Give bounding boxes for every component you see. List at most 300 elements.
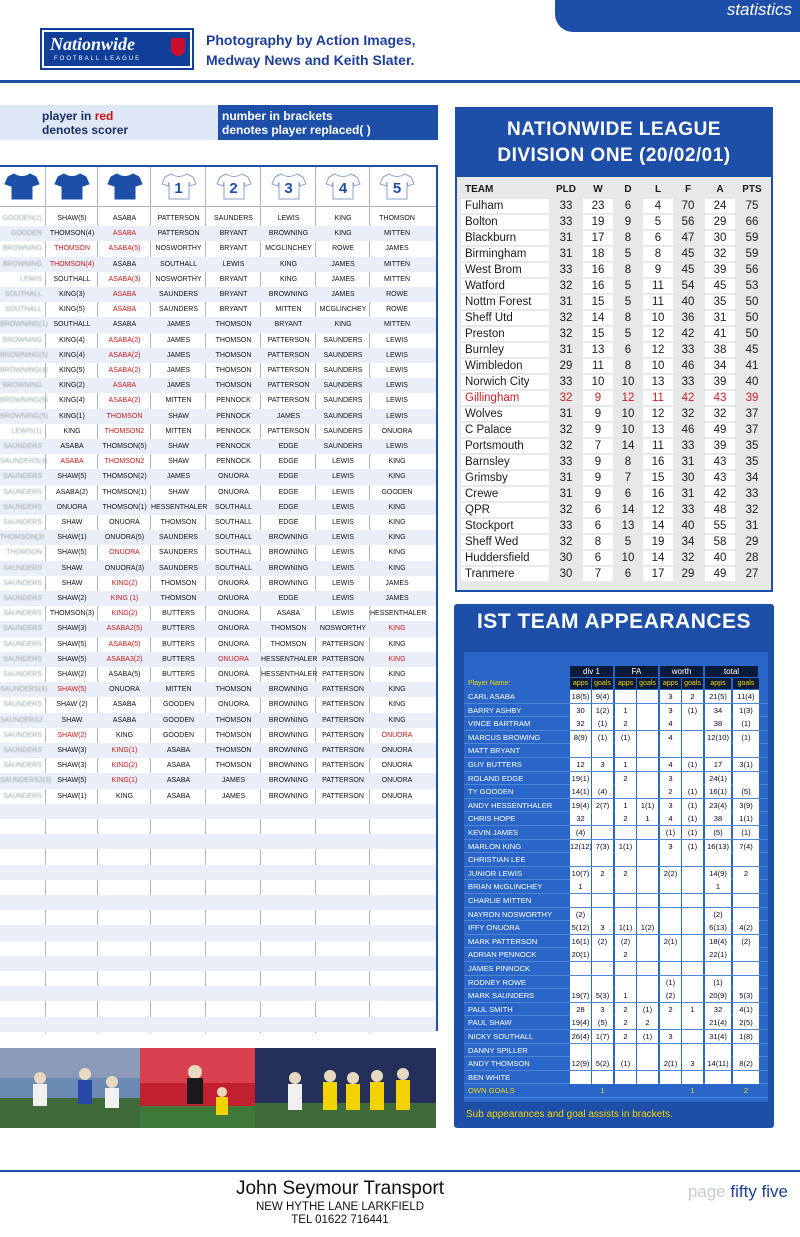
appearances-row <box>464 758 768 772</box>
league-row <box>457 342 771 358</box>
lineup-cell: PATTERSON <box>157 230 200 238</box>
league-stat: 29 <box>713 216 727 228</box>
lineup-cell: LEWIS <box>20 275 42 283</box>
lineup-cell: ASABA <box>166 777 191 785</box>
league-stat: 30 <box>559 552 573 564</box>
player-name: CHRISTIAN LEE <box>468 855 526 865</box>
lineup-cell: KING <box>388 686 406 694</box>
league-stat: 33 <box>559 520 573 532</box>
appearances-row <box>464 1030 768 1044</box>
shirt-icon <box>161 172 197 200</box>
lineup-cell: PATTERSON <box>322 655 364 663</box>
appearances-value: 3 <box>668 1032 673 1041</box>
league-stat: 34 <box>713 360 727 372</box>
table-row <box>0 302 436 317</box>
league-stat: 31 <box>559 344 573 356</box>
league-stat: 49 <box>713 568 727 580</box>
lineup-cell: JAMES <box>166 321 191 329</box>
league-stat: 50 <box>745 312 759 324</box>
appearances-value: 28 <box>576 1004 585 1014</box>
appearances-value: 1 <box>578 882 583 892</box>
appearances-row <box>464 1044 768 1058</box>
lineup-cell: EDGE <box>278 595 299 602</box>
lineup-cell: KING(4) <box>59 336 85 344</box>
table-row <box>0 637 436 652</box>
appearances-value: 1(1) <box>618 923 633 933</box>
lineup-cell: SOUTHALL <box>53 321 91 329</box>
league-stat: 30 <box>713 232 727 244</box>
lineup-cell: PATTERSON <box>267 351 310 359</box>
lineup-cell: PATTERSON <box>267 336 310 344</box>
page-number <box>688 1182 788 1202</box>
appearances-value: 3 <box>600 923 605 933</box>
league-stat: 39 <box>745 392 759 404</box>
appearances-value: 2(1) <box>663 1059 678 1069</box>
appearances-value <box>682 772 703 785</box>
lineup-cell: BROWNING <box>268 777 309 785</box>
lineup-cell: PATTERSON <box>322 686 364 694</box>
lineup-cell: THOMSON <box>215 731 252 739</box>
lineup-cell: KING(2) <box>111 610 138 618</box>
lineup-cell: ONUORA <box>218 595 249 602</box>
appearances-value: 1(1) <box>640 800 655 810</box>
lineup-cell: ONUORA <box>218 655 249 663</box>
lineup-cell: THOMSON <box>215 716 252 724</box>
lineup-cell: KING <box>388 701 406 709</box>
lineup-cell: SOUTHALL <box>160 260 197 268</box>
league-stat: 55 <box>713 520 727 532</box>
league-team: Burnley <box>465 344 504 356</box>
empty-row <box>0 956 436 971</box>
league-stat: 14 <box>621 504 635 516</box>
appearances-value <box>660 1084 681 1097</box>
league-stat: 24 <box>713 200 727 212</box>
appearances-value: 8(9) <box>573 732 588 742</box>
league-row <box>457 358 771 374</box>
player-name: VINCE BARTRAM <box>468 719 531 729</box>
player-name: CHRIS HOPE <box>468 814 516 824</box>
table-row <box>0 682 436 697</box>
league-stat: 6 <box>654 232 662 244</box>
lineup-cell: SHAW(1) <box>57 792 87 800</box>
lineup-cell: THOMSON <box>215 336 252 344</box>
lineup-cell: SHAW <box>168 458 189 466</box>
appearances-value: 1 <box>600 1086 605 1096</box>
league-stat: 9 <box>594 392 602 404</box>
appearances-subheader: goals <box>637 678 658 689</box>
appearances-title: IST TEAM APPEARANCES <box>476 610 752 633</box>
lineup-cell: JAMES <box>385 245 409 253</box>
league-table <box>455 107 773 592</box>
league-team: Portsmouth <box>465 440 524 452</box>
appearances-value: 3 <box>668 692 673 701</box>
appearances-value <box>660 1071 681 1084</box>
appearances-value <box>660 894 681 907</box>
shirt-icon <box>107 172 143 200</box>
appearances-value: 3 <box>668 773 673 783</box>
league-row <box>457 390 771 406</box>
lineup-cell: LEWIS <box>332 579 354 587</box>
lineup-cell: KING(3) <box>59 291 85 298</box>
lineup-cell: MITTEN <box>165 397 192 405</box>
lineup-cell: KING <box>388 473 406 481</box>
league-stat: 5 <box>624 536 632 548</box>
table-row <box>0 697 436 712</box>
lineup-cell: SHAW(5) <box>57 640 87 648</box>
page-word: page <box>687 1182 726 1201</box>
appearances-value: 2(1) <box>663 936 678 946</box>
lineup-cell: KING <box>334 215 352 222</box>
appearances-value <box>570 962 591 975</box>
appearances-value: (1) <box>687 841 698 851</box>
lineup-cell: PATTERSON <box>267 397 310 405</box>
appearances-value <box>637 1044 658 1057</box>
league-stat: 18 <box>591 248 605 260</box>
lineup-cell: BROWNING(5) <box>0 412 48 420</box>
appearances-value <box>615 894 636 907</box>
league-stat: 27 <box>745 568 759 580</box>
lineup-cell: KING <box>115 792 134 800</box>
lineup-cell: SAUNDERS <box>323 412 363 420</box>
lineup-cell: THOMSON(3) <box>49 610 95 618</box>
appearances-value: 2 <box>743 1086 749 1096</box>
league-stat: 32 <box>559 536 573 548</box>
appearances-value: 1(1) <box>739 814 753 824</box>
appearances-panel <box>464 652 768 1102</box>
league-stat: 32 <box>559 440 573 452</box>
shirt-icon <box>271 172 307 200</box>
appearances-value <box>660 962 681 975</box>
lineup-cell: KING(1) <box>111 747 138 754</box>
lineup-cell: THOMSON(5) <box>102 443 147 450</box>
appearances-value <box>592 1044 613 1057</box>
league-stat: 29 <box>745 536 759 548</box>
lineup-cell: SAUNDERS <box>3 731 42 739</box>
lineup-cell: SHAW(5) <box>57 777 87 785</box>
player-name: ANDY HESSENTHALER <box>468 800 553 810</box>
header-rule <box>0 80 800 83</box>
lineup-cell: MCGLINCHEY <box>265 245 312 253</box>
league-stat: 29 <box>681 568 695 580</box>
lineup-cell: SHAW <box>61 716 83 724</box>
match-photo-3 <box>255 1048 436 1128</box>
table-row <box>0 758 436 773</box>
appearances-row <box>464 1071 768 1085</box>
appearances-value <box>682 935 703 948</box>
photo-credit <box>206 30 416 70</box>
appearances-value <box>615 744 636 757</box>
league-stat: 50 <box>745 296 759 308</box>
league-stat: 8 <box>594 536 602 548</box>
photo-strip <box>0 1048 436 1128</box>
appearances-value: 34 <box>713 705 723 715</box>
league-row <box>457 214 771 230</box>
lineup-cell: ONUORA(3) <box>104 564 145 572</box>
appearances-value <box>705 962 731 975</box>
appearances-value <box>682 717 703 730</box>
league-stat: 7 <box>594 440 602 452</box>
league-stat: 32 <box>559 424 573 436</box>
league-stat: 31 <box>745 520 759 532</box>
lineup-cell: LEWIS <box>332 488 354 496</box>
appearances-value: 14(1) <box>571 787 590 797</box>
lineup-cell: ASABA(2) <box>108 367 141 374</box>
league-stat: 30 <box>681 472 695 484</box>
league-stat: 33 <box>559 456 573 468</box>
appearances-value <box>637 976 658 989</box>
appearances-table <box>454 604 774 1128</box>
lineup-cell: JAMES <box>221 777 246 785</box>
appearances-value: 6(13) <box>709 923 727 933</box>
appearances-value <box>570 853 591 866</box>
lineup-cell: ONUORA(5) <box>104 534 145 542</box>
lineup-cell: EDGE <box>278 473 299 481</box>
league-stat: 32 <box>559 312 573 324</box>
lineup-cell: SAUNDERS <box>3 595 42 602</box>
league-row <box>457 278 771 294</box>
league-stat: 45 <box>745 344 759 356</box>
league-stat: 12 <box>651 504 665 516</box>
table-row <box>0 454 436 469</box>
player-name: NAYRON NOSWORTHY <box>468 909 553 919</box>
appearances-value <box>660 744 681 757</box>
league-stat: 59 <box>745 232 759 244</box>
league-team: Bolton <box>465 216 498 228</box>
lineup-cell: KING (1) <box>110 595 139 602</box>
lineup-cell: ASABA <box>112 716 137 724</box>
league-stat: 17 <box>591 232 605 244</box>
league-stat: 5 <box>624 280 632 292</box>
league-team: Wolves <box>465 408 503 420</box>
league-stat: 19 <box>651 536 665 548</box>
league-stat: 11 <box>652 440 664 452</box>
table-row <box>0 272 436 287</box>
appearances-value <box>637 1084 658 1097</box>
appearances-value <box>682 744 703 757</box>
appearances-value <box>682 962 703 975</box>
lineup-cell: ASABA <box>112 382 137 390</box>
league-stat: 15 <box>651 472 665 484</box>
appearances-value: 3 <box>690 1059 695 1069</box>
league-stat: 6 <box>594 520 602 532</box>
appearances-value: (2) <box>620 936 631 946</box>
lineup-cell: MITTEN <box>383 321 411 329</box>
empty-row <box>0 971 436 986</box>
appearances-row <box>464 1084 768 1098</box>
lineup-cell: GOODEN <box>10 230 42 238</box>
appearances-row <box>464 894 768 908</box>
lineup-cell: THOMSON(1) <box>102 488 147 496</box>
table-row <box>0 743 436 758</box>
appearances-value <box>682 880 703 893</box>
appearances-subheader: apps <box>660 678 681 689</box>
league-team: Barnsley <box>465 456 510 468</box>
lineup-cell: THOMSON <box>160 579 197 587</box>
appearances-row <box>464 1003 768 1017</box>
lineup-cell: PATTERSON <box>322 731 364 739</box>
empty-row <box>0 910 436 925</box>
league-header-cell: PTS <box>742 184 762 195</box>
appearances-value: 2 <box>645 1018 650 1028</box>
appearances-value: 21(5) <box>709 692 727 701</box>
lineup-cell: JAMES <box>166 367 191 374</box>
lineup-cell: SHAW(5) <box>57 549 87 557</box>
league-stat: 33 <box>745 488 759 500</box>
appearances-value <box>592 948 613 961</box>
lineup-cell: PATTERSON <box>267 427 310 435</box>
lineup-cell: BROWNING <box>268 534 309 542</box>
lineup-cell: SAUNDERS <box>159 564 198 572</box>
lineup-cell: SHAW(3) <box>57 747 87 754</box>
league-stat: 33 <box>559 216 573 228</box>
lineup-cell: SAUNDERS <box>323 336 363 344</box>
appearances-value <box>592 853 613 866</box>
appearances-value <box>592 812 613 825</box>
lineup-cell: SAUNDERS <box>3 488 42 496</box>
appearances-value: 7(3) <box>595 841 610 851</box>
appearances-value <box>682 867 703 880</box>
appearances-value: 2 <box>623 1032 628 1041</box>
appearances-row <box>464 853 768 867</box>
appearances-value: 2 <box>623 1004 628 1014</box>
lineup-cell: JAMES <box>166 336 191 344</box>
lineup-cell: SAUNDERS <box>3 579 42 587</box>
league-stat: 35 <box>745 440 759 452</box>
lineup-cell: JAMES <box>166 382 191 390</box>
lineup-cell: SOUTHALL <box>53 275 91 283</box>
lineup-cell: BROWNING(5) <box>0 397 48 405</box>
league-team: Gillingham <box>465 392 520 404</box>
lineup-cell: PATTERSON <box>322 716 364 724</box>
appearances-value: (1) <box>687 705 698 715</box>
appearances-value <box>705 1084 731 1097</box>
league-stat: 11 <box>592 360 604 372</box>
lineup-cell: SHAW(5) <box>57 686 87 694</box>
league-stat: 6 <box>624 344 632 356</box>
league-stat: 37 <box>745 424 759 436</box>
league-stat: 41 <box>745 360 759 372</box>
appearances-value: (1) <box>597 719 608 729</box>
lineup-cell: THOMSON <box>215 351 252 359</box>
lineup-cell: HESSENTHALER <box>151 503 208 511</box>
lineup-cell: LEWIS <box>332 610 354 618</box>
appearances-value: 30 <box>576 705 585 715</box>
lineup-cell: THOMSON(1) <box>102 503 147 511</box>
shirt-icon <box>379 172 415 200</box>
lineup-cell: EDGE <box>278 519 299 526</box>
league-team: Preston <box>465 328 505 340</box>
lineup-cell: SHAW(1) <box>57 534 87 542</box>
lineup-cell: ASABA(2) <box>108 351 141 359</box>
league-row <box>457 486 771 502</box>
appearances-value <box>615 976 636 989</box>
appearances-value: 24(1) <box>709 773 727 783</box>
appearances-value: (1) <box>620 732 631 742</box>
table-row <box>0 393 436 408</box>
lineup-cell: BUTTERS <box>162 640 195 648</box>
appearances-footnote: Sub appearances and goal assists in brackets. <box>466 1109 673 1120</box>
lineup-cell: BROWNING <box>268 731 309 739</box>
scorer-key <box>42 109 128 137</box>
appearances-value <box>637 1057 658 1070</box>
league-title <box>457 109 771 177</box>
section-tab <box>555 0 800 32</box>
lineup-cell: ONUORA <box>109 686 140 694</box>
empty-row <box>0 941 436 956</box>
league-stat: 33 <box>681 504 695 516</box>
appearances-value: 21(4) <box>709 1018 727 1028</box>
appearances-value: 1 <box>623 800 628 810</box>
lineup-cell: ROWE <box>386 291 408 298</box>
player-name: MARCUS BROWING <box>468 732 541 742</box>
league-stat: 59 <box>745 248 759 260</box>
league-team: QPR <box>465 504 490 516</box>
league-stat: 32 <box>681 408 695 420</box>
appearances-value: 2(2) <box>663 868 678 878</box>
lineup-cell: ASABA <box>166 792 191 800</box>
league-stat: 10 <box>591 376 605 388</box>
league-row <box>457 422 771 438</box>
lineup-cell: ASABA2(5) <box>106 625 143 633</box>
league-row <box>457 198 771 214</box>
league-header-cell: F <box>684 184 692 195</box>
league-header-cell: L <box>654 184 662 195</box>
league-stat: 12 <box>651 344 665 356</box>
player-name: GUY BUTTERS <box>468 760 522 769</box>
lineup-cell: ONUORA <box>218 610 249 618</box>
appearances-value <box>660 1016 681 1029</box>
league-stat: 10 <box>621 408 635 420</box>
table-row <box>0 348 436 363</box>
appearances-value <box>637 1071 658 1084</box>
league-team: Blackburn <box>465 232 517 244</box>
lineup-cell: KING <box>388 549 406 557</box>
lineup-cell: SAUNDERS <box>3 671 42 678</box>
appearances-value <box>733 744 759 757</box>
appearances-row <box>464 731 768 745</box>
appearances-row <box>464 799 768 813</box>
empty-row <box>0 804 436 819</box>
league-stat: 49 <box>713 424 727 436</box>
lineup-cell: JAMES <box>331 260 355 268</box>
league-stat: 31 <box>559 472 573 484</box>
appearances-subheader: goals <box>592 678 613 689</box>
appearances-value: 3 <box>668 841 673 851</box>
appearances-value: 2 <box>668 787 673 797</box>
appearances-value: 3 <box>668 705 673 715</box>
appearances-value: 20(9) <box>709 991 727 1001</box>
lineup-cell: MITTEN <box>165 686 192 694</box>
appearances-value <box>682 948 703 961</box>
lineup-cell: ASABA(5) <box>108 245 141 253</box>
lineup-cell: LEWIS <box>386 443 408 450</box>
lineup-cell: THOMSON <box>270 640 307 648</box>
league-stat: 34 <box>681 536 695 548</box>
appearances-row <box>464 785 768 799</box>
appearances-row <box>464 717 768 731</box>
appearances-value <box>592 1071 613 1084</box>
league-stat: 32 <box>681 552 695 564</box>
appearances-value: 1 <box>623 991 628 1001</box>
lineup-cell: KING <box>63 427 81 435</box>
lineup-cell: LEWIS <box>386 367 408 374</box>
table-row <box>0 211 436 226</box>
appearances-value: 2 <box>623 950 628 960</box>
lineup-cell: SAUNDERS <box>323 367 363 374</box>
lineup-cell: ASABA <box>112 291 137 298</box>
appearances-value: (1) <box>687 814 698 824</box>
player-name: BARRY ASHBY <box>468 705 522 715</box>
